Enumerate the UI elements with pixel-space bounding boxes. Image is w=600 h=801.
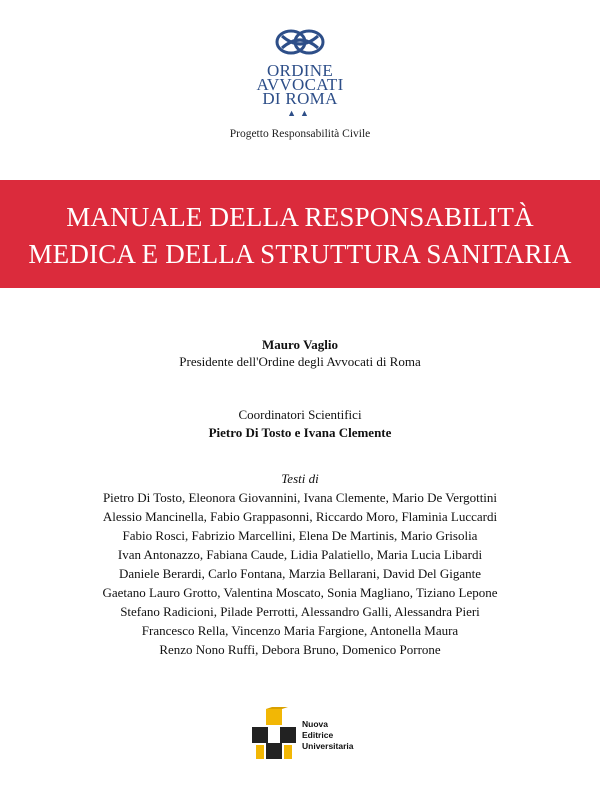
coordinators-names: Pietro Di Tosto e Ivana Clemente <box>208 425 392 440</box>
title-band <box>0 180 600 288</box>
project-label: Progetto Responsabilità Civile <box>229 128 371 140</box>
contributors-line: Renzo Nono Ruffi, Debora Bruno, Domenico Porrone <box>159 642 441 657</box>
contributors-block <box>0 469 600 659</box>
contributors-line: Alessio Mancinella, Fabio Grappasonni, Riccardo Moro, Flaminia Luccardi <box>102 509 498 524</box>
knot-emblem-icon <box>272 22 328 62</box>
contributors-line: Stefano Radicioni, Pilade Perrotti, Alessandro Galli, Alessandra Pieri <box>120 604 480 619</box>
publisher-logo <box>250 707 354 763</box>
contributors-line: Ivan Antonazzo, Fabiana Caude, Lidia Palatiello, Maria Lucia Libardi <box>117 547 483 562</box>
contributors-line: Daniele Berardi, Carlo Fontana, Marzia Bellarani, David Del Gigante <box>118 566 482 581</box>
contributors-line: Francesco Rella, Vincenzo Maria Fargione, Antonella Maura <box>141 623 459 638</box>
logo-ornament-icon: ▲▲ <box>287 108 313 118</box>
bar-association-logo <box>0 22 600 118</box>
author-name: Mauro Vaglio <box>262 337 338 352</box>
contributors-line: Gaetano Lauro Grotto, Valentina Moscato, Sonia Magliano, Tiziano Lepone <box>102 585 498 600</box>
author-block <box>0 336 600 370</box>
book-title: MANUALE DELLA RESPONSABILITÀ MEDICA E DELLA STRUTTURA SANITARIA <box>28 202 572 269</box>
contributors-line: Pietro Di Tosto, Eleonora Giovannini, Ivana Clemente, Mario De Vergottini <box>102 490 498 505</box>
logo-wordmark: ORDINE AVVOCATI DI ROMA <box>256 61 344 108</box>
contributors-line: Fabio Rosci, Fabrizio Marcellini, Elena De Martinis, Mario Grisolia <box>122 528 478 543</box>
contributors-heading: Testi di <box>281 471 319 486</box>
author-role: Presidente dell'Ordine degli Avvocati di Roma <box>179 354 421 369</box>
coordinators-label: Coordinatori Scientifici <box>238 407 362 422</box>
publisher-cubes-icon <box>250 707 298 763</box>
coordinators-block <box>0 406 600 442</box>
publisher-name: Nuova Editrice Universitaria <box>302 718 354 751</box>
